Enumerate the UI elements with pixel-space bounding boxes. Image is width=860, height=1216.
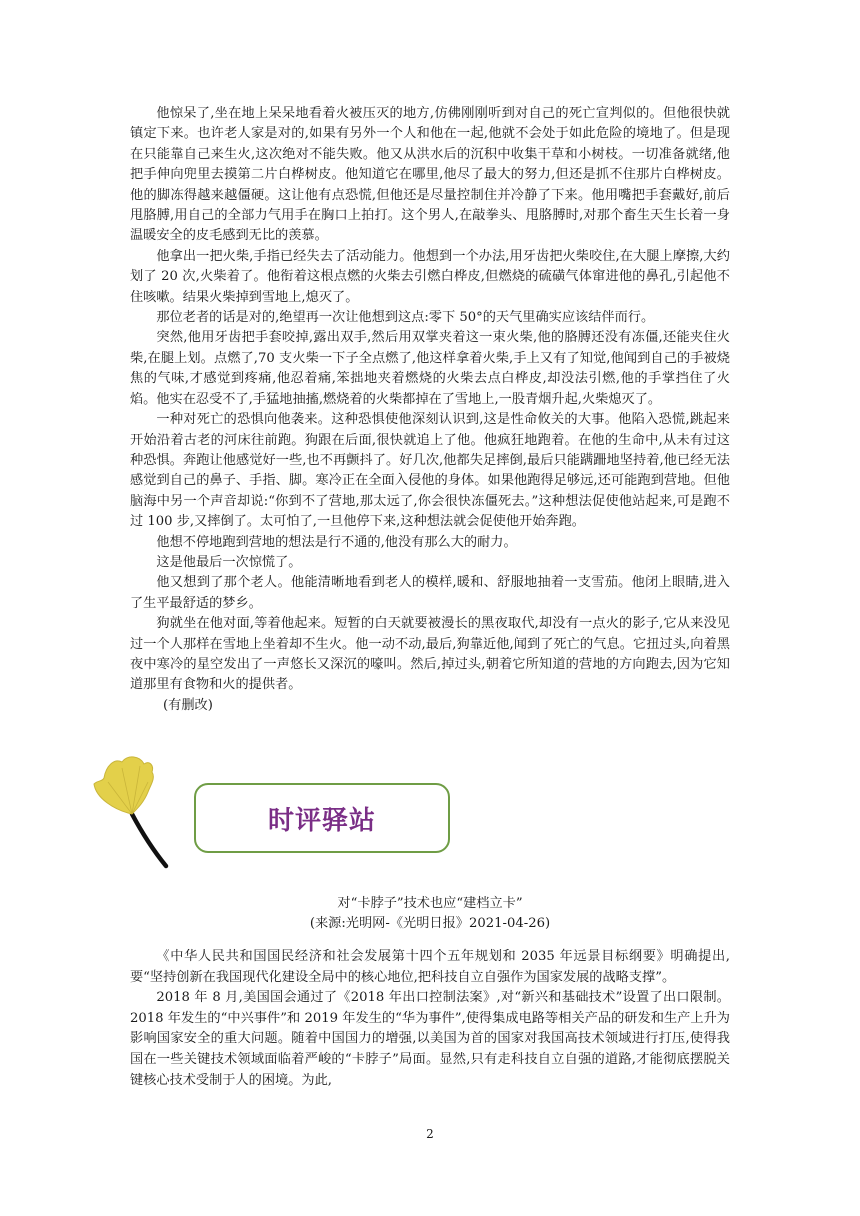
- ginkgo-leaf-icon: [88, 752, 170, 870]
- story-paragraph: 这是他最后一次惊慌了。: [156, 554, 302, 570]
- article-paragraph: 2018 年 8 月,美国国会通过了《2018 年出口控制法案》,对“新兴和基础技术”设置了出口限制。2018 年发生的“中兴事件”和 2019 年发生的“华为事件”,使得集成电路等相关产品的研发和生产上升为影响国家安全的重大问题。随着中国国力的增强,以美国为首的国家对我国高技术领域进行打压,使得我国在一些关键技术领域面临着严峻的“卡脖子”局面。显然,只有走科技自立自强的道路,才能彻底摆脱关键核心技术受制于人的困境。为此,: [130, 990, 730, 1088]
- story-paragraph: 他又想到了那个老人。他能清晰地看到老人的模样,暖和、舒服地抽着一支雪茄。他闭上眼睛,进入了生平最舒适的梦乡。: [130, 575, 730, 611]
- story-paragraph: 他惊呆了,坐在地上呆呆地看着火被压灭的地方,仿佛刚刚听到对自己的死亡宣判似的。但他很快就镇定下来。也许老人家是对的,如果有另外一个人和他在一起,他就不会处于如此危险的境地了。但是现在只能靠自己来生火,这次绝对不能失败。他又从洪水后的沉积中收集干草和小树枝。一切准备就绪,他把手伸向兜里去摸第二片白桦树皮。他知道它在哪里,他尽了最大的努力,但还是抓不住那片白桦树皮。他的脚冻得越来越僵硬。这让他有点恐慌,但他还是尽量控制住并冷静了下来。他用嘴把手套戴好,前后甩胳膊,用自己的全部力气用手在胸口上拍打。这个男人,在敲拳头、甩胳膊时,对那个畜生天生长着一身温暖安全的皮毛感到无比的羡慕。: [130, 106, 730, 244]
- story-paragraph: 突然,他用牙齿把手套咬掉,露出双手,然后用双掌夹着这一束火柴,他的胳膊还没有冻僵,还能夹住火柴,在腿上划。点燃了,70 支火柴一下子全点燃了,他这样拿着火柴,手上又有了知觉,他闻到自己的手被烧焦的气味,才感觉到疼痛,他忍着痛,笨拙地夹着燃烧的火柴去点白桦皮,却没法引燃,他的手掌挡住了火焰。他实在忍受不了,手猛地抽搐,燃烧着的火柴都掉在了雪地上,一股青烟升起,火柴熄灭了。: [130, 330, 730, 407]
- section-banner: [194, 783, 450, 853]
- story-paragraph: 他想不停地跑到营地的想法是行不通的,他没有那么大的耐力。: [156, 534, 517, 550]
- article-title: 对“卡脖子”技术也应“建档立卡”: [337, 896, 523, 911]
- story-paragraph: 一种对死亡的恐惧向他袭来。这种恐惧使他深刻认识到,这是性命攸关的大事。他陷入恐慌,跳起来开始沿着古老的河床往前跑。狗跟在后面,很快就追上了他。他疯狂地跑着。在他的生命中,从未有过这种恐惧。奔跑让他感觉好一些,也不再颤抖了。好几次,他都失足摔倒,最后只能蹒跚地坚持着,他已经无法感觉到自己的鼻子、手指、脚。寒冷正在全面入侵他的身体。如果他跑得足够远,还可能跑到营地。但他脑海中另一个声音却说:“你到不了营地,那太远了,你会很快冻僵死去。”这种想法促使他站起来,可是跑不过 100 步,又摔倒了。太可怕了,一旦他停下来,这种想法就会促使他开始奔跑。: [130, 412, 730, 530]
- article-source: (来源:光明网-《光明日报》2021-04-26): [309, 916, 551, 931]
- section-title: 时评驿站: [267, 805, 376, 836]
- story-body: [130, 104, 730, 716]
- page-number: 2: [426, 1127, 434, 1141]
- story-paragraph: 他拿出一把火柴,手指已经失去了活动能力。他想到一个办法,用牙齿把火柴咬住,在大腿上摩擦,大约划了 20 次,火柴着了。他衔着这根点燃的火柴去引燃白桦皮,但燃烧的硫磺气体窜进他的鼻孔,引起他不住咳嗽。结果火柴掉到雪地上,熄灭了。: [130, 248, 730, 305]
- abridged-note: (有删改): [163, 697, 213, 713]
- story-paragraph: 那位老者的话是对的,绝望再一次让他想到这点:零下 50°的天气里确实应该结伴而行。: [156, 310, 655, 326]
- story-paragraph: 狗就坐在他对面,等着他起来。短暂的白天就要被漫长的黑夜取代,却没有一点火的影子,它从来没见过一个人那样在雪地上坐着却不生火。他一动不动,最后,狗靠近他,闻到了死亡的气息。它扭过头,向着黑夜中寒冷的星空发出了一声悠长又深沉的嚎叫。然后,掉过头,朝着它所知道的营地的方向跑去,因为它知道那里有食物和火的提供者。: [130, 616, 730, 693]
- article-paragraph: 《中华人民共和国国民经济和社会发展第十四个五年规划和 2035 年远景目标纲要》明确提出,要“坚持创新在我国现代化建设全局中的核心地位,把科技自立自强作为国家发展的战略支撑”。: [130, 949, 730, 985]
- article-body: [130, 947, 730, 1091]
